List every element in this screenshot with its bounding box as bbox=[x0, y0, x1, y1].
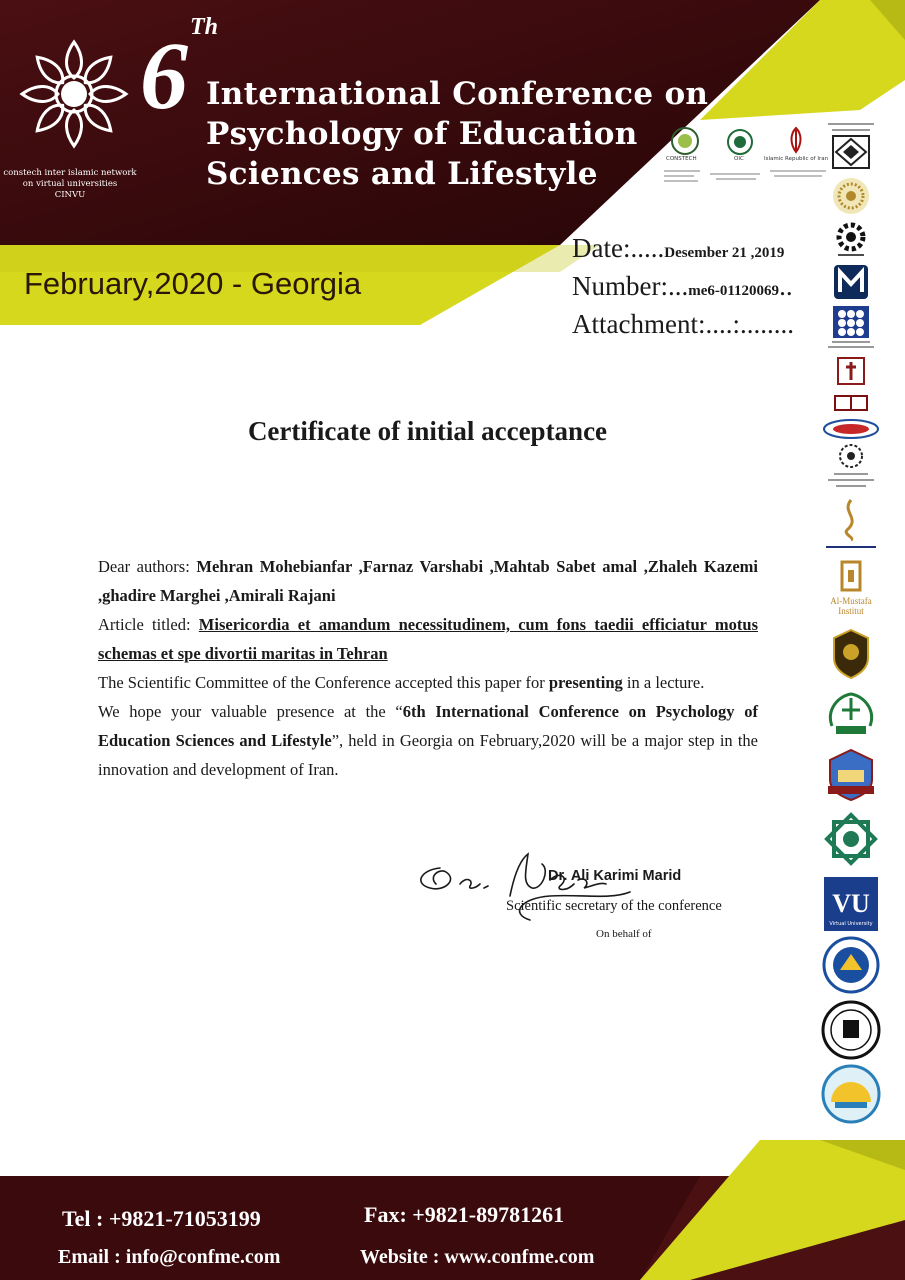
persian-text-icon bbox=[822, 120, 880, 134]
article-label: Article titled: bbox=[98, 615, 199, 634]
sponsor-logo bbox=[822, 936, 880, 994]
shield-crest-icon bbox=[830, 628, 872, 680]
wreath-crest-icon bbox=[824, 686, 878, 740]
signatory-behalf: On behalf of bbox=[596, 928, 652, 940]
cinvu-logo bbox=[18, 38, 130, 150]
document-meta bbox=[572, 232, 794, 341]
persian-text-icon bbox=[822, 542, 880, 552]
footer-email: Email : info@confme.com bbox=[58, 1246, 281, 1268]
sponsor-logo bbox=[822, 746, 880, 802]
committee-text-end: in a lecture. bbox=[622, 673, 705, 692]
meta-date-value: Desember 21 ,2019 bbox=[664, 245, 785, 261]
conference-title-line: International Conference on bbox=[206, 76, 709, 112]
footer-fax: Fax: +9821-89781261 bbox=[364, 1202, 565, 1227]
sponsor-logo bbox=[822, 498, 880, 552]
constech-logo-icon bbox=[670, 126, 700, 156]
edition-suffix: Th bbox=[190, 14, 219, 40]
meta-attachment: Attachment:....:........ bbox=[572, 309, 794, 339]
letter-body bbox=[98, 552, 758, 784]
al-mustafa-text: Al-Mustafa bbox=[830, 596, 872, 606]
sponsor-logo bbox=[822, 356, 880, 388]
al-mustafa-logo-icon bbox=[838, 560, 864, 596]
authors-list: Mehran Mohebianfar ,Farnaz Varshabi ,Mahtab Sabet amal ,Zhaleh Kazemi ,ghadire Marghei ,Amirali Rajani bbox=[98, 557, 758, 605]
hope-text: We hope your valuable presence at the “ bbox=[98, 702, 403, 721]
committee-text: The Scientific Committee of the Conference accepted this paper for bbox=[98, 673, 549, 692]
al-mustafa-caption bbox=[830, 596, 872, 616]
medical-logo-icon bbox=[834, 356, 868, 388]
book-logo-icon bbox=[831, 392, 871, 414]
svg-text:VU: VU bbox=[832, 889, 870, 918]
vu-caption-text: Virtual University bbox=[829, 921, 873, 927]
sponsor-logo bbox=[822, 176, 880, 216]
sponsor-logo bbox=[822, 876, 880, 932]
sunburst-logo-icon bbox=[831, 176, 871, 216]
partner-label: Islamic Republic of Iran bbox=[764, 156, 829, 162]
institut-text: Institut bbox=[838, 606, 864, 616]
sponsor-logo bbox=[822, 560, 880, 616]
edition-number bbox=[140, 8, 219, 129]
green-star-logo-icon bbox=[824, 812, 878, 866]
signatory-name: Dr. Ali Karimi Marid bbox=[548, 868, 682, 884]
balkh-seal-icon bbox=[821, 1000, 881, 1060]
m-logo-icon bbox=[833, 264, 869, 300]
iran-emblem-icon bbox=[784, 126, 808, 154]
vu-logo-icon bbox=[823, 876, 879, 932]
meta-number-value: me6-01120069 bbox=[688, 283, 780, 299]
footer-website: Website : www.confme.com bbox=[360, 1246, 595, 1268]
calligraphy-logo-icon bbox=[837, 498, 865, 542]
network-caption-line: constech inter islamic network bbox=[3, 168, 137, 178]
sponsor-logo bbox=[822, 442, 880, 494]
sponsor-logo bbox=[822, 686, 880, 740]
sponsor-logo bbox=[822, 628, 880, 680]
persian-text-icon bbox=[822, 338, 880, 352]
diamond-logo-icon bbox=[831, 134, 871, 170]
conference-name-emphasis: 6th International Conference on Psychology of Education Sciences and Lifestyle bbox=[98, 702, 758, 750]
conference-date-place: February,2020 - Georgia bbox=[24, 266, 362, 301]
hope-text-end: ”, held in Georgia on February,2020 will be a major step in the innovation and development of Iran. bbox=[98, 731, 758, 779]
persian-text-icon bbox=[822, 470, 880, 494]
meta-number bbox=[572, 270, 794, 308]
conference-title-line: Sciences and Lifestyle bbox=[206, 156, 598, 192]
conference-title-line: Psychology of Education bbox=[206, 116, 638, 152]
sponsor-logo bbox=[822, 1000, 880, 1060]
round-seal-icon bbox=[822, 936, 880, 994]
sponsor-logos-column bbox=[818, 120, 884, 1150]
meta-date bbox=[572, 232, 794, 270]
hope-paragraph bbox=[98, 697, 758, 784]
sponsor-logo bbox=[822, 1064, 880, 1124]
edition-digit: 6 bbox=[140, 22, 188, 129]
committee-paragraph bbox=[98, 668, 758, 697]
conference-title bbox=[206, 74, 726, 194]
university-crest-icon bbox=[824, 746, 878, 802]
certificate-title: Certificate of initial acceptance bbox=[247, 416, 608, 446]
footer-phone: Tel : +9821-71053199 bbox=[62, 1206, 261, 1231]
signature-ink bbox=[410, 840, 670, 940]
sponsor-logo bbox=[822, 264, 880, 300]
partner-label: OIC bbox=[734, 156, 744, 162]
gear-logo-icon bbox=[832, 220, 870, 258]
network-caption-line: on virtual universities bbox=[22, 179, 118, 189]
meta-date-label: Date:..... bbox=[572, 233, 665, 263]
article-title: Misericordia et amandum necessitudinem, cum fons taedii efficiatur motus schemas et spe divortii maritas in Tehran bbox=[98, 615, 758, 663]
partner-label: CONSTECH bbox=[666, 156, 697, 162]
authors-label: Dear authors: bbox=[98, 557, 197, 576]
sunrise-seal-icon bbox=[821, 1064, 881, 1124]
sponsor-logo bbox=[822, 392, 880, 414]
partner-logos bbox=[660, 124, 830, 192]
partner-persian-captions bbox=[660, 166, 830, 186]
meta-number-tail: .. bbox=[779, 271, 793, 301]
article-paragraph bbox=[98, 610, 758, 668]
authors-paragraph bbox=[98, 552, 758, 610]
network-caption bbox=[0, 168, 140, 201]
meta-number-label: Number:... bbox=[572, 271, 689, 301]
sponsor-logo bbox=[822, 812, 880, 866]
sponsor-logo bbox=[822, 220, 880, 258]
sponsor-logo bbox=[822, 120, 880, 170]
sponsor-logo bbox=[822, 306, 880, 352]
network-caption-line: CINVU bbox=[54, 190, 86, 200]
committee-emphasis: presenting bbox=[548, 673, 623, 692]
signatory-role: Scientific secretary of the conference bbox=[506, 898, 722, 914]
oic-logo-icon bbox=[726, 128, 754, 156]
grid-logo-icon bbox=[833, 306, 869, 338]
